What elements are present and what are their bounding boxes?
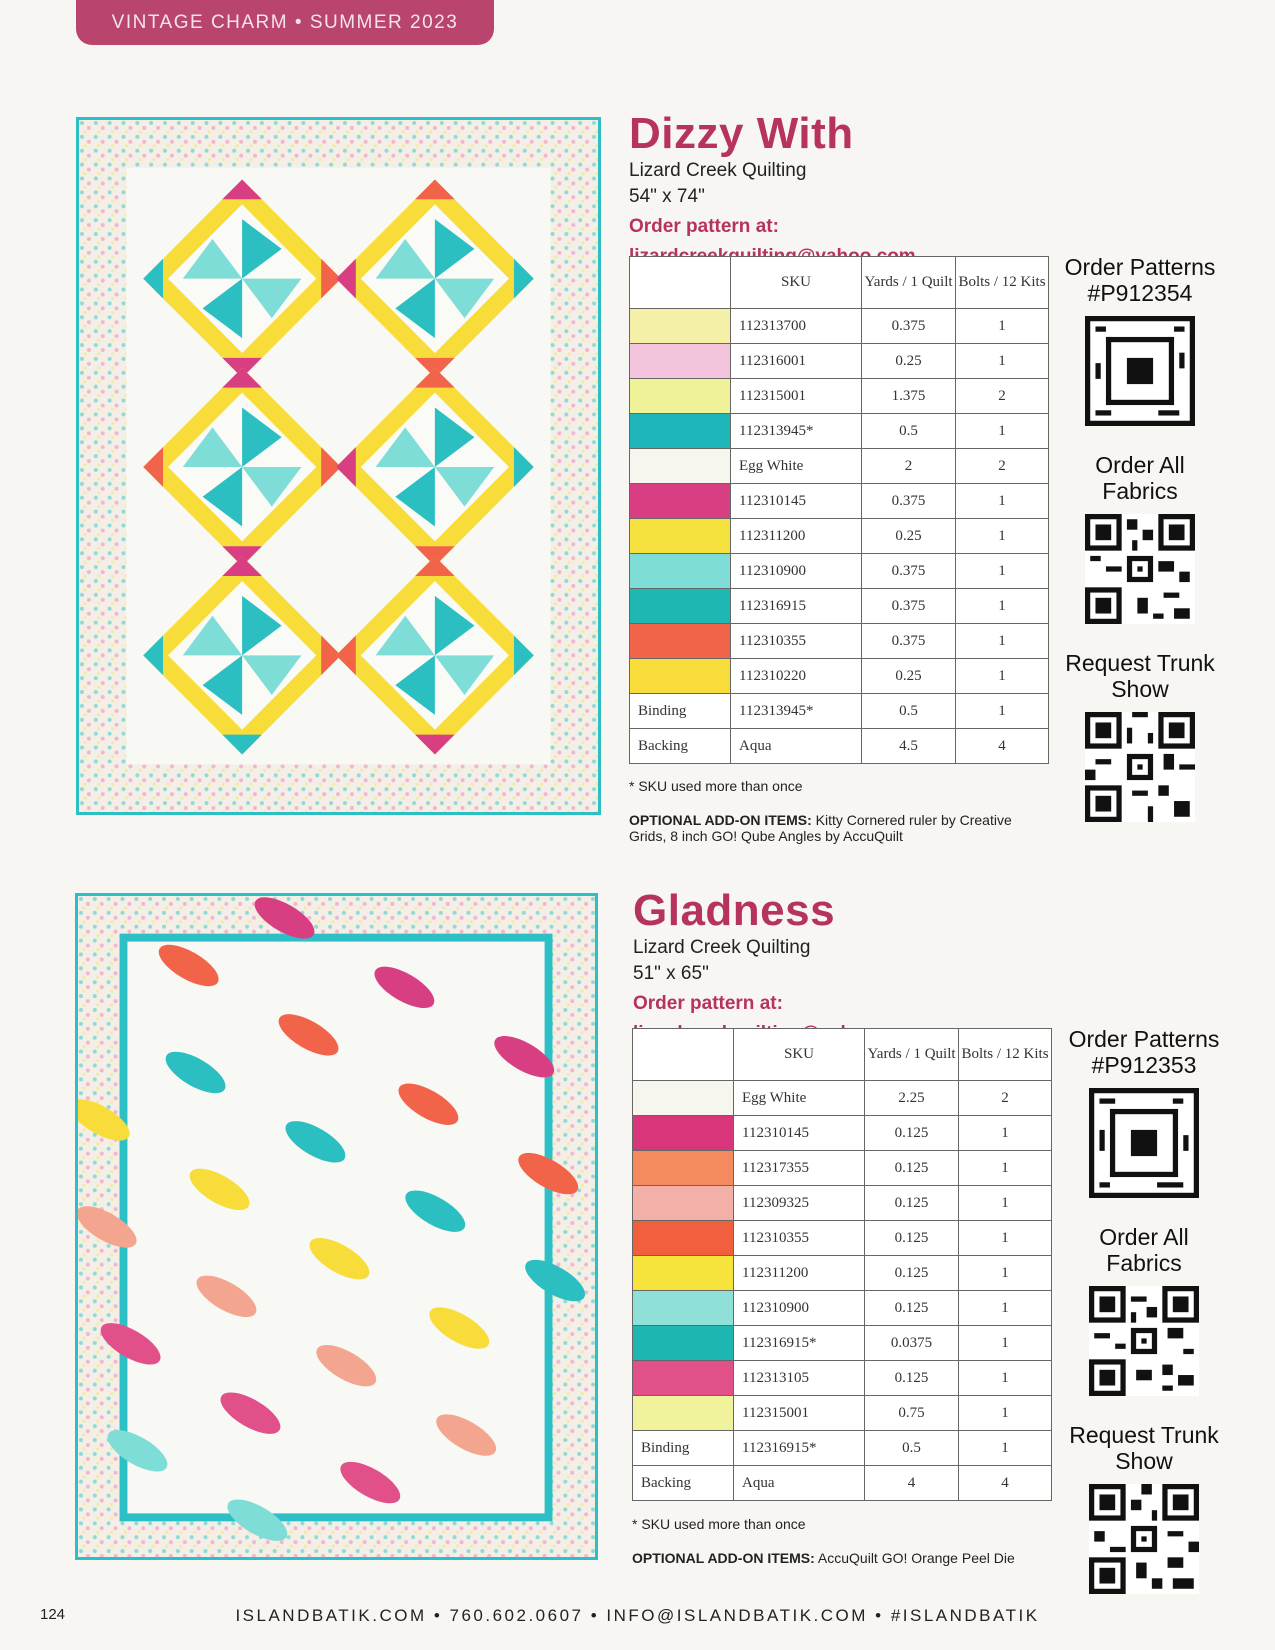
fabric-row — [633, 1151, 1052, 1186]
yards-cell: 4.5 — [862, 729, 956, 764]
fabric-row — [633, 1291, 1052, 1326]
fabric-row — [630, 624, 1049, 659]
yards-cell: 1.375 — [862, 379, 956, 414]
sku-footnote: * SKU used more than once — [629, 778, 803, 794]
yards-cell: 0.375 — [862, 624, 956, 659]
sku-cell: Egg White — [734, 1081, 865, 1116]
bolts-cell: 2 — [959, 1081, 1052, 1116]
fabric-row — [630, 449, 1049, 484]
backing-row — [630, 729, 1049, 764]
addon-text: AccuQuilt GO! Orange Peel Die — [817, 1550, 1015, 1566]
bolts-cell: 1 — [956, 414, 1049, 449]
fabric-row — [630, 309, 1049, 344]
yards-cell: 0.5 — [862, 694, 956, 729]
bolts-cell: 1 — [956, 694, 1049, 729]
yards-header: Yards / 1 Quilt — [865, 1029, 959, 1081]
binding-label: Binding — [633, 1431, 734, 1466]
fabric-swatch — [633, 1221, 734, 1256]
addon-text: Kitty Cornered ruler by Creative Grids, 8 inch GO! Qube Angles by AccuQuilt — [629, 812, 1012, 844]
fabric-row — [630, 519, 1049, 554]
yards-cell: 2.25 — [865, 1081, 959, 1116]
fabric-swatch — [630, 589, 731, 624]
sku-cell: Aqua — [731, 729, 862, 764]
swatch-header — [630, 257, 731, 309]
yards-cell: 0.125 — [865, 1186, 959, 1221]
fabric-row — [633, 1396, 1052, 1431]
order-all-fabrics-label: Order All Fabrics — [1099, 1224, 1189, 1276]
sku-cell: 112316001 — [731, 344, 862, 379]
backing-label: Backing — [630, 729, 731, 764]
order-fabrics-qr-icon[interactable] — [1089, 1286, 1199, 1396]
bolts-cell: 1 — [959, 1291, 1052, 1326]
sku-cell: 112311200 — [734, 1256, 865, 1291]
fabric-swatch — [630, 414, 731, 449]
pattern-size: 51" x 65" — [633, 963, 709, 984]
fabric-swatch — [633, 1151, 734, 1186]
order-all-fabrics-label: Order All Fabrics — [1095, 452, 1185, 504]
fabric-swatch — [633, 1116, 734, 1151]
bolts-cell: 4 — [956, 729, 1049, 764]
fabric-swatch — [633, 1256, 734, 1291]
pattern-title: Gladness — [633, 886, 836, 935]
optional-addon-items — [632, 1550, 1032, 1566]
dizzy-with-quilt-image — [76, 117, 601, 815]
sku-cell: 112315001 — [731, 379, 862, 414]
yards-cell: 0.75 — [865, 1396, 959, 1431]
fabric-swatch — [630, 624, 731, 659]
bolts-cell: 1 — [956, 659, 1049, 694]
page-number: 124 — [40, 1606, 66, 1623]
fabric-row — [633, 1256, 1052, 1291]
addon-label: OPTIONAL ADD-ON ITEMS: — [632, 1550, 815, 1566]
order-patterns-qr-icon[interactable] — [1085, 316, 1195, 426]
pattern-designer: Lizard Creek Quilting — [633, 937, 811, 958]
binding-row — [633, 1431, 1052, 1466]
bolts-cell: 1 — [956, 624, 1049, 659]
fabric-row — [630, 344, 1049, 379]
fabric-swatch — [633, 1326, 734, 1361]
fabric-swatch — [633, 1186, 734, 1221]
fabric-row — [630, 589, 1049, 624]
backing-row — [633, 1466, 1052, 1501]
fabric-swatch — [633, 1361, 734, 1396]
sku-cell: 112309325 — [734, 1186, 865, 1221]
bolts-cell: 2 — [956, 449, 1049, 484]
sku-cell: 112316915 — [731, 589, 862, 624]
order-patterns-qr-icon[interactable] — [1089, 1088, 1199, 1198]
gladness-quilt-image — [75, 893, 598, 1560]
fabric-swatch — [630, 449, 731, 484]
trunk-show-qr-icon[interactable] — [1089, 1484, 1199, 1594]
bolts-cell: 1 — [959, 1116, 1052, 1151]
sku-footnote: * SKU used more than once — [632, 1516, 806, 1532]
fabric-swatch — [630, 659, 731, 694]
bolts-cell: 2 — [956, 379, 1049, 414]
bolts-header: Bolts / 12 Kits — [956, 257, 1049, 309]
bolts-cell: 1 — [959, 1221, 1052, 1256]
bolts-cell: 1 — [956, 554, 1049, 589]
backing-label: Backing — [633, 1466, 734, 1501]
order-fabrics-qr-icon[interactable] — [1085, 514, 1195, 624]
yards-cell: 0.375 — [862, 589, 956, 624]
bolts-cell: 1 — [959, 1326, 1052, 1361]
bolts-cell: 4 — [959, 1466, 1052, 1501]
fabric-row — [633, 1221, 1052, 1256]
fabric-row — [630, 659, 1049, 694]
bolts-cell: 1 — [959, 1186, 1052, 1221]
binding-label: Binding — [630, 694, 731, 729]
binding-row — [630, 694, 1049, 729]
trunk-show-qr-icon[interactable] — [1085, 712, 1195, 822]
sku-cell: Egg White — [731, 449, 862, 484]
sku-header: SKU — [731, 257, 862, 309]
sku-cell: 112313105 — [734, 1361, 865, 1396]
bolts-header: Bolts / 12 Kits — [959, 1029, 1052, 1081]
bolts-cell: 1 — [956, 309, 1049, 344]
yards-cell: 0.125 — [865, 1151, 959, 1186]
sku-cell: Aqua — [734, 1466, 865, 1501]
sku-cell: 112310355 — [734, 1221, 865, 1256]
fabric-row — [630, 379, 1049, 414]
fabric-row — [630, 554, 1049, 589]
sku-cell: 112317355 — [734, 1151, 865, 1186]
yards-cell: 0.5 — [862, 414, 956, 449]
sku-cell: 112310145 — [731, 484, 862, 519]
fabric-row — [633, 1361, 1052, 1396]
fabric-row — [633, 1326, 1052, 1361]
fabric-row — [630, 414, 1049, 449]
sku-cell: 112310145 — [734, 1116, 865, 1151]
yards-cell: 0.25 — [862, 344, 956, 379]
fabric-swatch — [633, 1081, 734, 1116]
yards-cell: 0.25 — [862, 659, 956, 694]
fabric-swatch — [633, 1396, 734, 1431]
dizzy-with-qr-column — [1060, 254, 1220, 848]
sku-cell: 112310900 — [734, 1291, 865, 1326]
bolts-cell: 1 — [959, 1256, 1052, 1291]
bolts-cell: 1 — [959, 1361, 1052, 1396]
yards-cell: 0.125 — [865, 1361, 959, 1396]
sku-cell: 112311200 — [731, 519, 862, 554]
gladness-fabric-table — [632, 1028, 1052, 1501]
optional-addon-items — [629, 812, 1029, 844]
gladness-qr-column — [1064, 1026, 1224, 1620]
fabric-swatch — [630, 309, 731, 344]
sku-cell: 112310220 — [731, 659, 862, 694]
issue-header-tab: VINTAGE CHARM • SUMMER 2023 — [76, 0, 494, 45]
yards-cell: 0.375 — [862, 554, 956, 589]
request-trunk-show-label: Request Trunk Show — [1065, 650, 1215, 702]
fabric-row — [630, 484, 1049, 519]
order-pattern-link[interactable]: Order pattern at: — [633, 993, 783, 1014]
fabric-swatch — [630, 519, 731, 554]
addon-label: OPTIONAL ADD-ON ITEMS: — [629, 812, 812, 828]
order-patterns-label: Order Patterns #P912354 — [1064, 254, 1216, 306]
bolts-cell: 1 — [959, 1396, 1052, 1431]
sku-cell: 112316915* — [734, 1431, 865, 1466]
yards-cell: 2 — [862, 449, 956, 484]
fabric-swatch — [630, 344, 731, 379]
sku-cell: 112316915* — [734, 1326, 865, 1361]
dizzy-with-info — [629, 110, 1049, 272]
bolts-cell: 1 — [956, 589, 1049, 624]
sku-cell: 112313945* — [731, 694, 862, 729]
pattern-size: 54" x 74" — [629, 186, 705, 207]
yards-cell: 0.125 — [865, 1256, 959, 1291]
sku-cell: 112310900 — [731, 554, 862, 589]
footer-contact: ISLANDBATIK.COM • 760.602.0607 • INFO@ISLANDBATIK.COM • #ISLANDBATIK — [235, 1606, 1040, 1625]
sku-header: SKU — [734, 1029, 865, 1081]
bolts-cell: 1 — [956, 519, 1049, 554]
fabric-swatch — [633, 1291, 734, 1326]
yards-cell: 0.125 — [865, 1116, 959, 1151]
pattern-designer: Lizard Creek Quilting — [629, 160, 807, 181]
sku-cell: 112313945* — [731, 414, 862, 449]
bolts-cell: 1 — [959, 1151, 1052, 1186]
yards-cell: 0.125 — [865, 1221, 959, 1256]
fabric-swatch — [630, 484, 731, 519]
bolts-cell: 1 — [959, 1431, 1052, 1466]
fabric-row — [633, 1116, 1052, 1151]
request-trunk-show-label: Request Trunk Show — [1069, 1422, 1219, 1474]
yards-cell: 0.125 — [865, 1291, 959, 1326]
fabric-row — [633, 1186, 1052, 1221]
swatch-header — [633, 1029, 734, 1081]
yards-cell: 4 — [865, 1466, 959, 1501]
bolts-cell: 1 — [956, 344, 1049, 379]
yards-cell: 0.375 — [862, 309, 956, 344]
yards-cell: 0.375 — [862, 484, 956, 519]
fabric-row — [633, 1081, 1052, 1116]
yards-cell: 0.25 — [862, 519, 956, 554]
pattern-title: Dizzy With — [629, 109, 854, 158]
fabric-swatch — [630, 379, 731, 414]
gladness-info — [633, 887, 1053, 1049]
yards-cell: 0.0375 — [865, 1326, 959, 1361]
sku-cell: 112310355 — [731, 624, 862, 659]
bolts-cell: 1 — [956, 484, 1049, 519]
fabric-swatch — [630, 554, 731, 589]
sku-cell: 112313700 — [731, 309, 862, 344]
sku-cell: 112315001 — [734, 1396, 865, 1431]
yards-cell: 0.5 — [865, 1431, 959, 1466]
yards-header: Yards / 1 Quilt — [862, 257, 956, 309]
order-pattern-link[interactable]: Order pattern at: — [629, 216, 779, 237]
dizzy-with-fabric-table — [629, 256, 1049, 764]
order-patterns-label: Order Patterns #P912353 — [1068, 1026, 1220, 1078]
